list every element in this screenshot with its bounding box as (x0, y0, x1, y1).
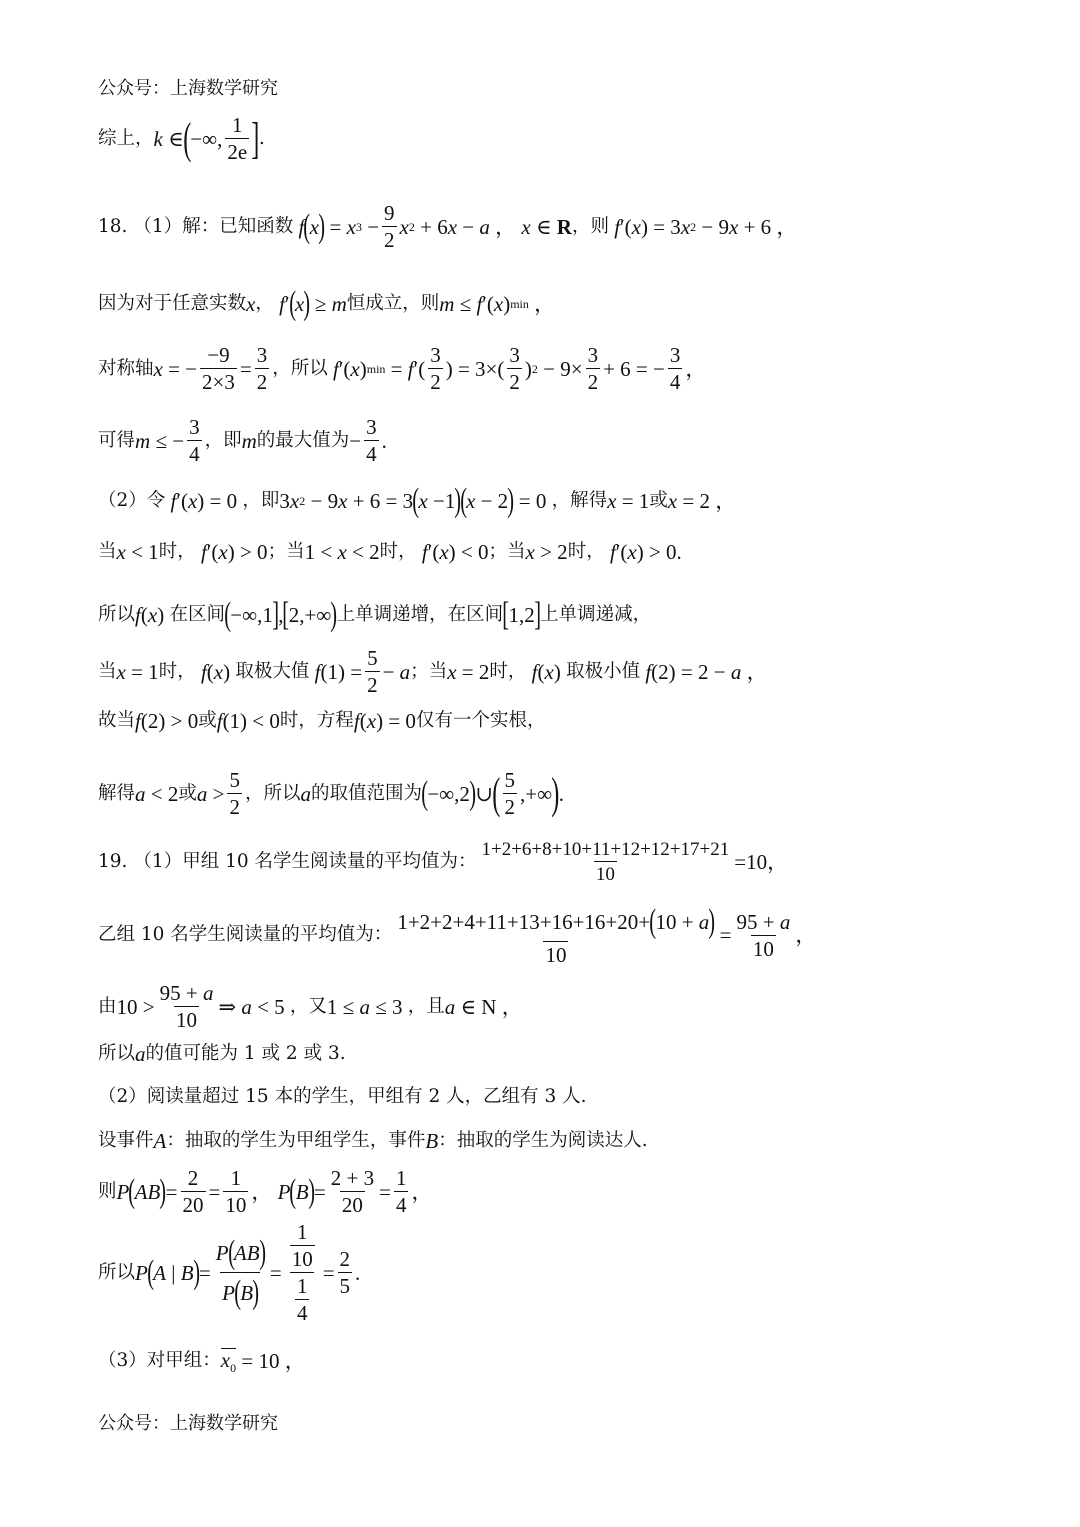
q18-p1-line3: 对称轴 x = − $\frac{-9}{2\times 3}$ = $\frac{3}{2}$ ，所以 f ′( x ) min = f ′( $\frac{3}{2}$ ) = 3×( $\frac{3}{2}$ ) 2 − 9× $\frac{3}{2}$ + 6 = − $\frac{3}{4}$ ， (98, 343, 707, 394)
q19-p2-line1: （2）阅读量超过 15 本的学生，甲组有 2 人，乙组有 3 人. (98, 1086, 587, 1107)
math-inequality: f ′ ( x ) ≥ m (279, 285, 347, 322)
q18-p1-line2: 因为对于任意实数 x ， f ′ ( x ) ≥ m 恒成立，则 m ≤ f ′( x ) min ， (98, 285, 556, 322)
math-k-range: k ∈ ( −∞, $\frac{1}{2e}$ ] (153, 113, 260, 164)
q19-p1-line1: 19. （1）甲组 10 名学生阅读量的平均值为： $\frac{1+2+6+8+10+11+12+12+17+21}{10}$ =10， (98, 839, 789, 885)
math-min-value: f ′( x ) min = f ′( $\frac{3}{2}$ ) = 3×( $\frac{3}{2}$ ) 2 − 9× $\frac{3}{2}$ + 6 = − $\frac{3}{4}$ ， (332, 343, 707, 394)
q18-p1-line4: 可得 m ≤ − $\frac{3}{4}$ ，即 m 的最大值为 − $\frac{3}{4}$ . (98, 415, 387, 466)
q19-p1-line3: 由 10 > 95 + a 10 ⇒ a < 5 ，又 1 ≤ a ≤ 3 ，且 a ∈ N ， (98, 981, 523, 1032)
conclusion-line: 综上， k ∈ ( −∞, $\frac{1}{2e}$ ] . (98, 113, 265, 164)
q18-p2-line3: 所以 f ( x ) 在区间 ( −∞,1 ] , [ 2,+∞ ) 上单调递增，在区间 [ 1,2 ] 上单调递减， (98, 596, 652, 633)
page-header: 公众号：上海数学研究 (98, 78, 278, 99)
math-avg-b: 1+2+2+4+11+13+16+16+20+ ( 10 + a ) 10 = 95 + a 10 ， (397, 903, 817, 967)
math-derivative: f ′( x ) = 3 x 2 − 9 x + 6 ， (614, 214, 798, 239)
math-function-def: f ( x ) = x 3 − $\frac{9}{2}$ x 2 + 6 x − a ， x ∈ R (298, 201, 572, 252)
q19-p1-line4: 所以 a 的值可能为 1 或 2 或 3. (98, 1042, 346, 1066)
q18-p1-line1: 18. （1）解：已知函数 f ( x ) = x 3 − $\frac{9}{2}$ x 2 + 6 x − a ， x ∈ R ，则 f ′( x ) = 3 x 2 − 9 x + 6 ， (98, 201, 798, 252)
q19-p1-line2: 乙组 10 名学生阅读量的平均值为： 1+2+2+4+11+13+16+16+20+ ( 10 + a ) 10 = 95 + a 10 ， (98, 903, 817, 967)
math-axis: x = − $\frac{-9}{2\times 3}$ = $\frac{3}{2}$ (153, 343, 268, 394)
q18-p2-line4: 当 x = 1 时， f ( x ) 取极大值 f (1) = $\frac{5}{2}$ − a ； 当 x = 2 时， f ( x ) 取极小值 f (2) = 2 − a ， (98, 646, 768, 697)
q19-p2-line3: 则 P ( AB ) = $\frac{2}{20}$ = $\frac{1}{10}$ ， P ( B ) = $\frac{2 + 3}{20}$ = $\frac{1}{4}$ ， (98, 1166, 433, 1217)
page-footer: 公众号：上海数学研究 (98, 1413, 278, 1434)
q19-p2-line2: 设事件 A ：抽取的学生为甲组学生，事件 B ：抽取的学生为阅读达人. (98, 1129, 648, 1153)
math-avg-a: $\frac{1+2+6+8+10+11+12+12+17+21}{10}$ =10， (481, 839, 789, 885)
q18-p2-line5: 故当 f (2) > 0 或 f (1) < 0 时，方程 f ( x ) = 0 仅有一个实根， (98, 709, 546, 733)
q18-p2-line2: 当 x < 1 时， f ′( x ) > 0 ； 当 1 < x < 2 时， f ′( x ) < 0 ； 当 x > 2 时， f ′( x ) > 0. (98, 540, 682, 564)
q19-p2-line4: 所以 P ( A | B ) = P ( AB ) P ( B ) = $\frac{\frac{1}{10}}{\frac{1}{4}}$ = $\frac{2}{5}$ . (98, 1220, 361, 1325)
q18-p2-line6: 解得 a < 2 或 a > $\frac{5}{2}$ ，所以 a 的取值范围为 ( −∞,2 ) ∪ ( $\frac{5}{2}$ ,+∞ ) . (98, 768, 564, 819)
math-min-condition: m ≤ f ′( x ) min ， (439, 291, 556, 316)
q18-p2-line1: （2）令 f ′( x ) = 0 ，即 3 x 2 − 9 x + 6 = 3 ( x −1 ) ( x − 2 ) = 0 ，解得 x = 1 或 x = 2 ， (98, 482, 737, 519)
q19-p3-line1: （3）对甲组： $x_0$ = 10 ， (98, 1348, 306, 1376)
